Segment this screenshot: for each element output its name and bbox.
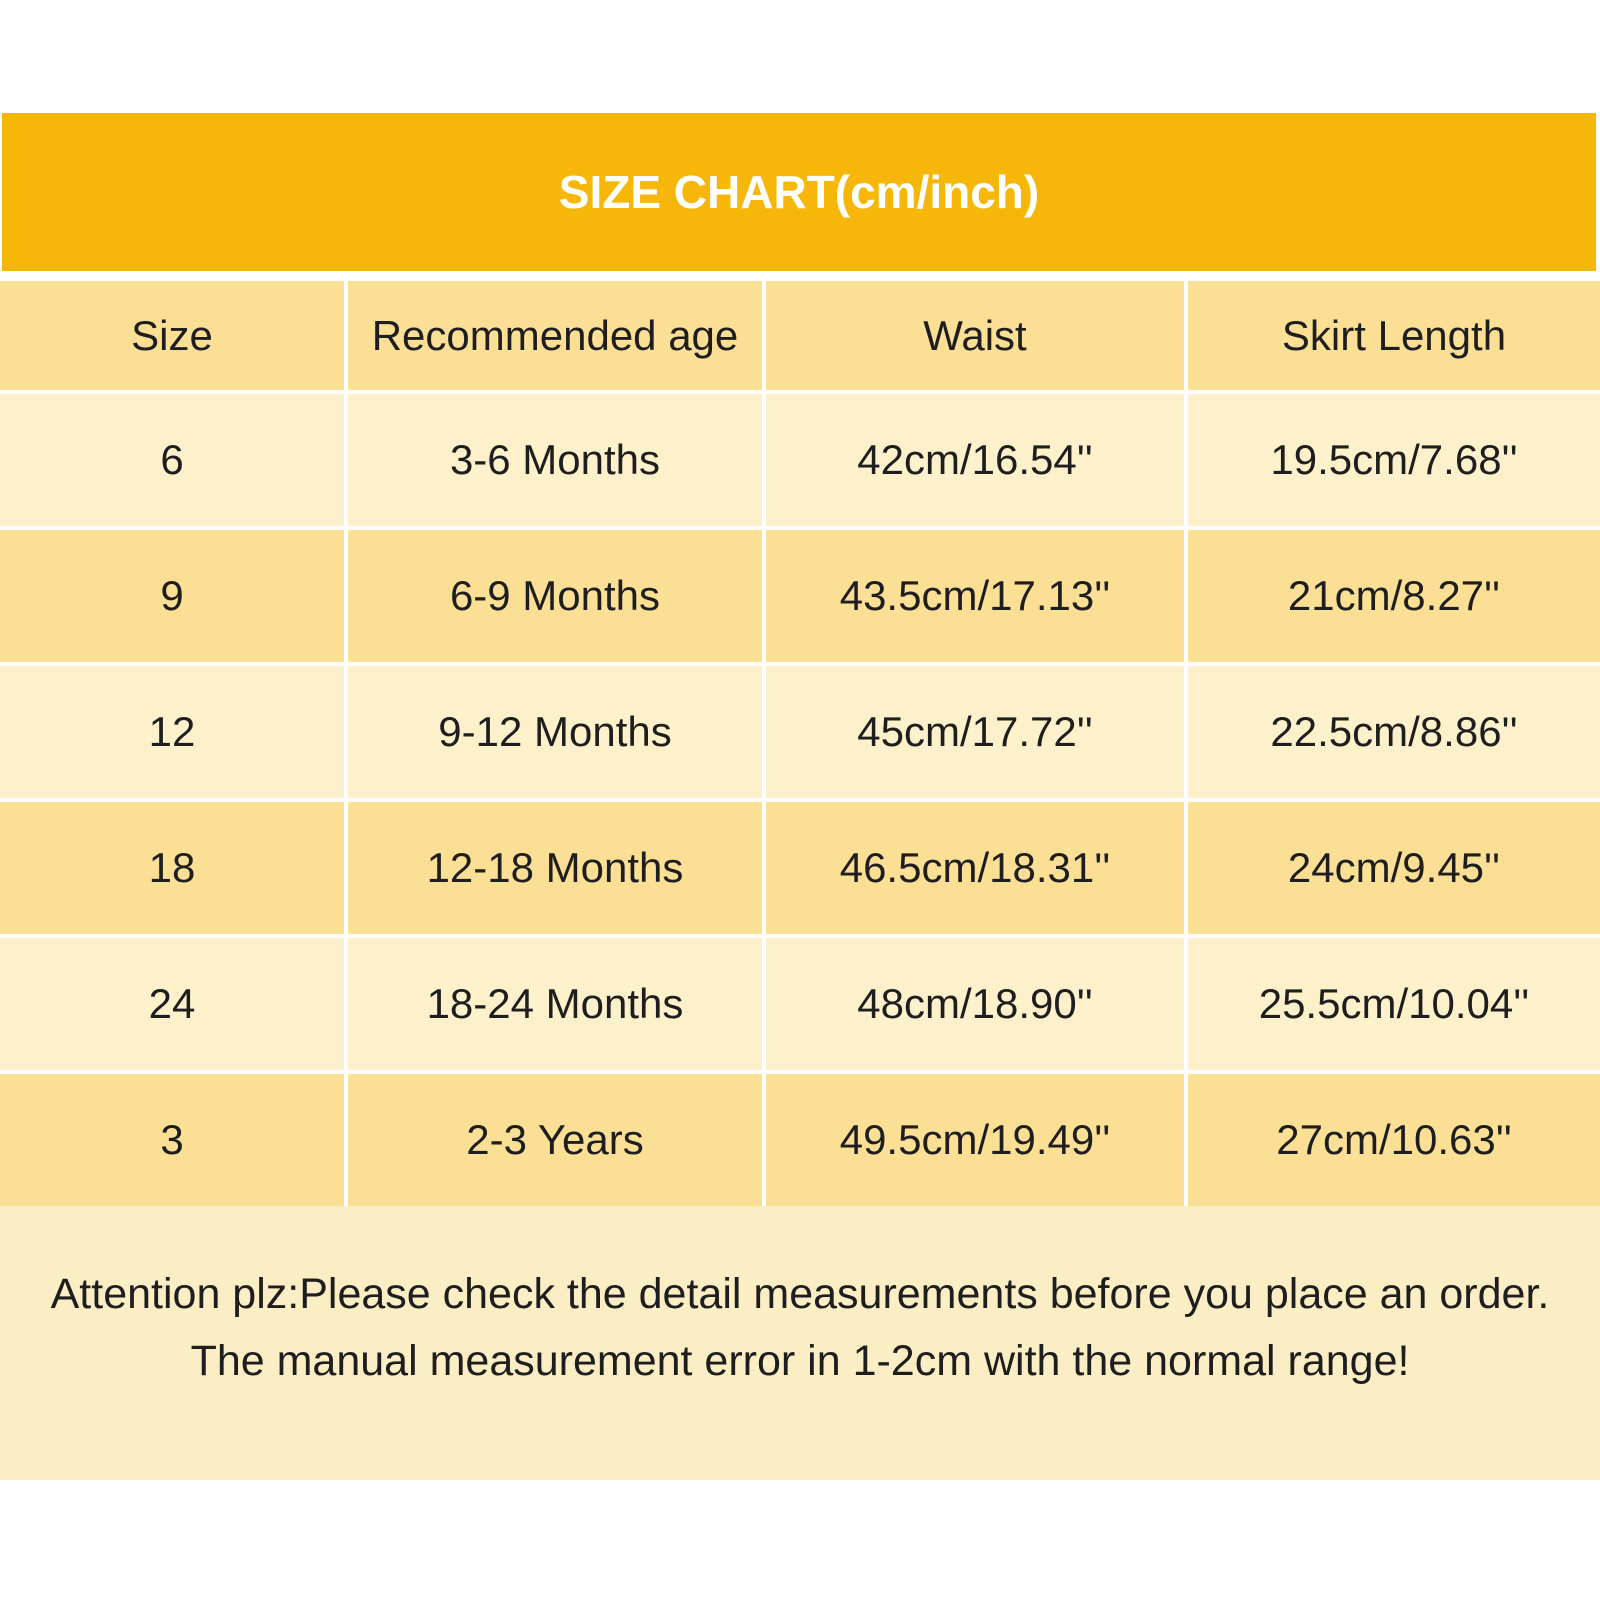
cell-age: 6-9 Months <box>348 530 762 662</box>
cell-skirt-length: 19.5cm/7.68'' <box>1188 394 1600 526</box>
cell-waist: 42cm/16.54'' <box>766 394 1184 526</box>
cell-skirt-length: 27cm/10.63'' <box>1188 1074 1600 1206</box>
column-header-skirt-length: Skirt Length <box>1188 281 1600 390</box>
note-line-1: Attention plz:Please check the detail measurements before you place an order. <box>50 1270 1550 1318</box>
cell-skirt-length: 22.5cm/8.86'' <box>1188 666 1600 798</box>
cell-age: 3-6 Months <box>348 394 762 526</box>
cell-skirt-length: 24cm/9.45'' <box>1188 802 1600 934</box>
cell-size: 3 <box>0 1074 344 1206</box>
cell-waist: 46.5cm/18.31'' <box>766 802 1184 934</box>
cell-size: 6 <box>0 394 344 526</box>
cell-waist: 49.5cm/19.49'' <box>766 1074 1184 1206</box>
cell-size: 24 <box>0 938 344 1070</box>
cell-age: 18-24 Months <box>348 938 762 1070</box>
column-header-recommended-age: Recommended age <box>348 281 762 390</box>
column-header-waist: Waist <box>766 281 1184 390</box>
cell-age: 12-18 Months <box>348 802 762 934</box>
cell-waist: 43.5cm/17.13'' <box>766 530 1184 662</box>
note-line-2: The manual measurement error in 1-2cm with the normal range! <box>190 1337 1410 1385</box>
attention-note <box>0 1206 1600 1480</box>
cell-skirt-length: 25.5cm/10.04'' <box>1188 938 1600 1070</box>
cell-age: 2-3 Years <box>348 1074 762 1206</box>
cell-waist: 45cm/17.72'' <box>766 666 1184 798</box>
title-band <box>2 113 1596 271</box>
cell-skirt-length: 21cm/8.27'' <box>1188 530 1600 662</box>
cell-size: 18 <box>0 802 344 934</box>
size-table <box>0 281 1600 1206</box>
chart-title: SIZE CHART(cm/inch) <box>558 166 1040 218</box>
cell-waist: 48cm/18.90'' <box>766 938 1184 1070</box>
cell-size: 12 <box>0 666 344 798</box>
column-header-size: Size <box>0 281 344 390</box>
cell-size: 9 <box>0 530 344 662</box>
cell-age: 9-12 Months <box>348 666 762 798</box>
